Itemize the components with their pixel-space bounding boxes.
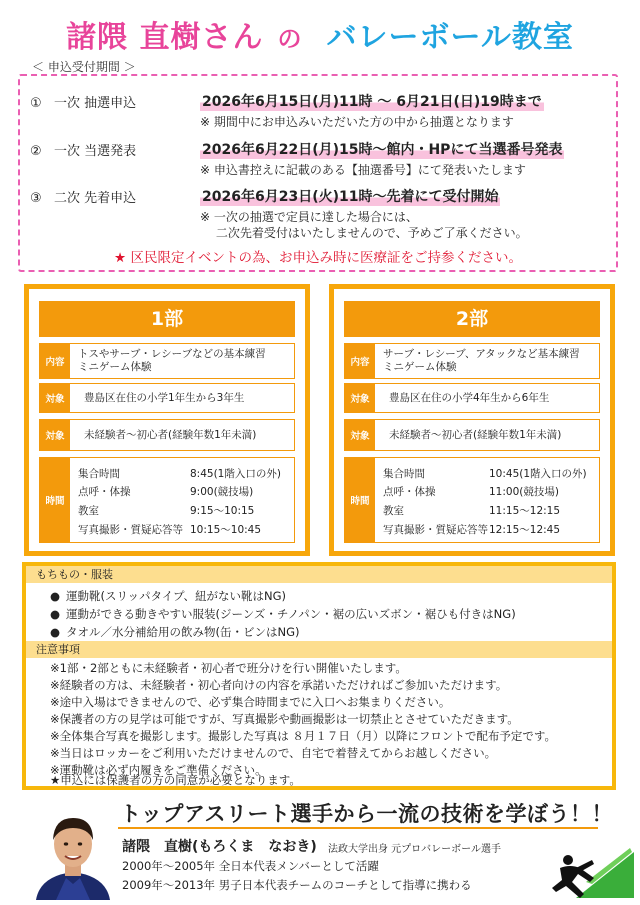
target-row bbox=[39, 383, 295, 413]
notes-heading: 注意事項 bbox=[26, 641, 612, 658]
coach-history-item: 2009年～2013年 男子日本代表チームのコーチとして指導に携わる bbox=[122, 878, 472, 892]
step-label: 二次 先着申込 bbox=[54, 191, 137, 206]
note-item: ※1部・2部ともに未経験者・初心者で班分けを行い開催いたします。 bbox=[50, 661, 407, 675]
content-label: 内容 bbox=[40, 344, 70, 378]
time-item: 集合時間 bbox=[383, 468, 425, 480]
application-schedule-box bbox=[18, 74, 618, 272]
target-row bbox=[344, 383, 600, 413]
step-number: ③ bbox=[30, 191, 42, 206]
step-note: ※ 期間中にお申込みいただいた方の中から抽選となります bbox=[200, 115, 514, 129]
session-title: 2部 bbox=[344, 301, 600, 337]
catchphrase-underline bbox=[118, 827, 598, 829]
content-row bbox=[344, 343, 600, 379]
step-note: 二次先着受付はいたしませんので、予めご了承ください。 bbox=[200, 226, 528, 240]
note-item: ※経験者の方は、未経験者・初心者向けの内容を承諾いただければご参加いただけます。 bbox=[50, 678, 508, 692]
target-row bbox=[344, 419, 600, 451]
note-item: ※運動靴は必ず内履きをご準備ください。 bbox=[50, 763, 267, 777]
step-label: 一次 抽選申込 bbox=[54, 96, 137, 111]
page-title bbox=[0, 12, 640, 56]
belonging-item: ● 運動ができる動きやすい服装(ジーンズ・チノパン・裾の広いズボン・裾ひも付きはNG) bbox=[50, 607, 516, 621]
time-value: 8:45(1階入口の外) bbox=[190, 468, 281, 480]
time-value: 9:00(競技場) bbox=[190, 486, 254, 498]
coach-name: 諸隈 直樹(もろくま なおき) bbox=[122, 839, 317, 855]
session-1-panel bbox=[24, 284, 310, 556]
belongings-heading: もちもの・服装 bbox=[26, 566, 612, 583]
note-item: ※当日はロッカーをご利用いただけませんので、自宅で着替えてからお越しください。 bbox=[50, 746, 497, 760]
target-text: 豊島区在住の小学1年生から3年生 bbox=[84, 392, 245, 404]
schedule-step-2 bbox=[30, 140, 136, 159]
content-row bbox=[39, 343, 295, 379]
schedule-step-1 bbox=[30, 92, 136, 111]
session-title: 1部 bbox=[39, 301, 295, 337]
title-particle: の bbox=[277, 25, 303, 53]
target-text: 未経験者～初心者(経験年数1年未満) bbox=[389, 429, 562, 441]
target-text: 豊島区在住の小学4年生から6年生 bbox=[389, 392, 550, 404]
time-value: 9:15～10:15 bbox=[190, 505, 255, 517]
target-text: 未経験者～初心者(経験年数1年未満) bbox=[84, 429, 257, 441]
volleyball-player-silhouette-icon bbox=[546, 838, 636, 902]
medical-card-warning: ★ 区民限定イベントの為、お申込み時に医療証をご持参ください。 bbox=[114, 250, 522, 266]
step-date: 2026年6月15日(月)11時 ～ 6月21日(日)19時まで bbox=[200, 91, 544, 111]
step-date: 2026年6月23日(火)11時～先着にて受付開始 bbox=[200, 186, 500, 206]
note-item: ※保護者の方の見学は可能ですが、写真撮影や動画撮影は一切禁止とさせていただきます。 bbox=[50, 712, 519, 726]
schedule-step-3 bbox=[30, 187, 136, 206]
time-item: 点呼・体操 bbox=[78, 486, 131, 498]
note-item: ★申込には保護者の方の同意が必要となります。 bbox=[50, 773, 301, 787]
time-item: 点呼・体操 bbox=[383, 486, 436, 498]
target-label: 対象 bbox=[40, 384, 70, 412]
coach-history-item: 2000年～2005年 全日本代表メンバーとして活躍 bbox=[122, 859, 379, 873]
title-class: バレーボール教室 bbox=[326, 20, 574, 55]
time-item: 写真撮影・質疑応答等 bbox=[383, 524, 488, 536]
title-coach-name: 諸隈 直樹さん bbox=[66, 20, 264, 55]
note-item: ※全体集合写真を撮影します。撮影した写真は ８月１７日（月）以降にフロントで配布予定です。 bbox=[50, 729, 556, 743]
belonging-item: ● タオル／水分補給用の飲み物(缶・ビンはNG) bbox=[50, 625, 300, 639]
belonging-item: ● 運動靴(スリッパタイプ、紐がない靴はNG) bbox=[50, 589, 287, 603]
content-line: ミニゲーム体験 bbox=[383, 361, 457, 373]
time-row bbox=[39, 457, 295, 543]
content-label: 内容 bbox=[345, 344, 375, 378]
step-date: 2026年6月22日(月)15時～館内・HPにて当選番号発表 bbox=[200, 139, 564, 159]
bullet-icon: ● bbox=[50, 589, 61, 603]
step-number: ② bbox=[30, 144, 42, 159]
time-value: 12:15～12:45 bbox=[489, 524, 561, 536]
bullet-icon: ● bbox=[50, 607, 61, 621]
content-line: ミニゲーム体験 bbox=[78, 361, 152, 373]
coach-photo bbox=[32, 806, 114, 900]
time-item: 教室 bbox=[383, 505, 404, 517]
time-value: 11:15～12:15 bbox=[489, 505, 561, 517]
target-row bbox=[39, 419, 295, 451]
time-label: 時間 bbox=[345, 458, 375, 542]
time-item: 教室 bbox=[78, 505, 99, 517]
time-row bbox=[344, 457, 600, 543]
time-item: 写真撮影・質疑応答等 bbox=[78, 524, 183, 536]
catchphrase: トップアスリート選手から一流の技術を学ぼう！！ bbox=[120, 802, 614, 826]
time-value: 10:15～10:45 bbox=[190, 524, 262, 536]
bullet-icon: ● bbox=[50, 625, 61, 639]
coach-description: 法政大学出身 元プロバレーボール選手 bbox=[328, 844, 501, 855]
time-value: 10:45(1階入口の外) bbox=[489, 468, 587, 480]
step-number: ① bbox=[30, 96, 42, 111]
note-item: ※途中入場はできませんので、必ず集合時間までに入口へお集まりください。 bbox=[50, 695, 451, 709]
step-note: ※ 一次の抽選で定員に達した場合には、 bbox=[200, 210, 418, 224]
target-label: 対象 bbox=[345, 420, 375, 450]
step-note: ※ 申込書控えに記載のある【抽選番号】にて発表いたします bbox=[200, 163, 526, 177]
time-label: 時間 bbox=[40, 458, 70, 542]
application-period-label: ＜ 申込受付期間 ＞ bbox=[32, 60, 136, 74]
time-value: 11:00(競技場) bbox=[489, 486, 559, 498]
time-item: 集合時間 bbox=[78, 468, 120, 480]
content-line: トスやサーブ・レシーブなどの基本練習 bbox=[78, 348, 266, 360]
belongings-and-notes-box bbox=[22, 562, 616, 790]
content-line: サーブ・レシーブ、アタックなど基本練習 bbox=[383, 348, 580, 360]
step-label: 一次 当選発表 bbox=[54, 144, 137, 159]
target-label: 対象 bbox=[345, 384, 375, 412]
target-label: 対象 bbox=[40, 420, 70, 450]
session-2-panel bbox=[329, 284, 615, 556]
